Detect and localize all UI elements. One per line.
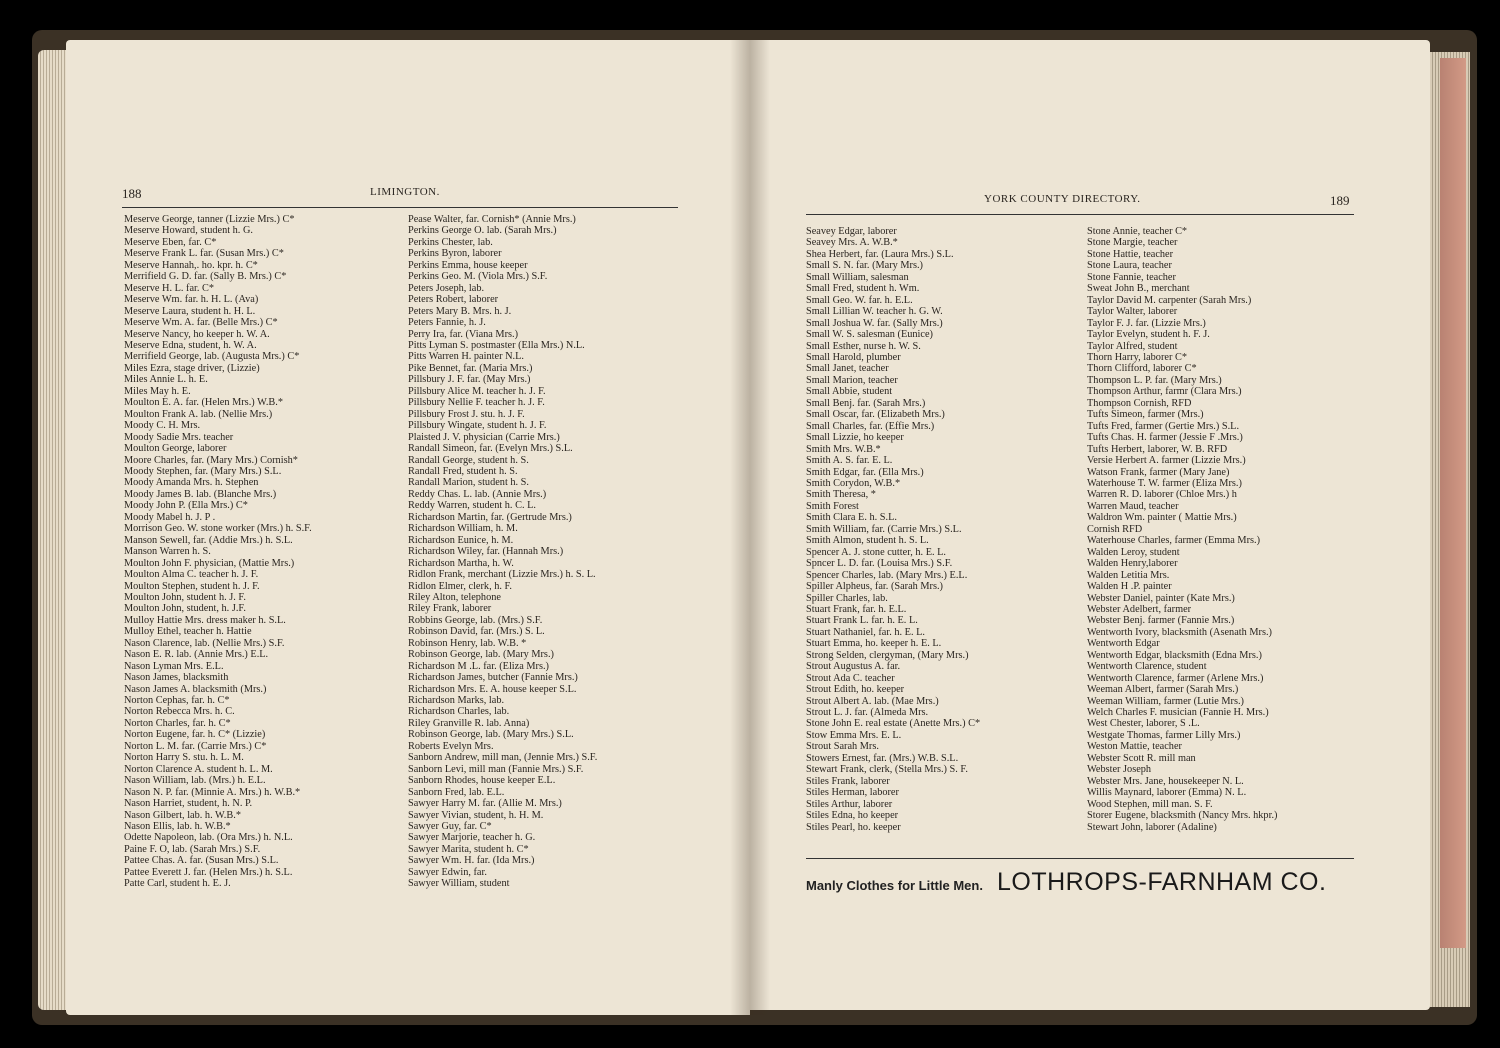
directory-entry: Warren R. D. laborer (Chloe Mrs.) h — [1087, 489, 1237, 501]
directory-entry: Spiller Alpheus, far. (Sarah Mrs.) — [806, 581, 943, 593]
directory-entry: Sanborn Rhodes, house keeper E.L. — [408, 775, 556, 787]
directory-entry: Pillsbury Wingate, student h. J. F. — [408, 420, 547, 432]
directory-entry: Nason E. R. lab. (Annie Mrs.) E.L. — [124, 649, 269, 661]
advertisement-rule — [806, 858, 1354, 859]
directory-entry: Wentworth Edgar, blacksmith (Edna Mrs.) — [1087, 649, 1262, 661]
directory-entry: Paine F. O, lab. (Sarah Mrs.) S.F. — [124, 843, 261, 855]
directory-entry: Meserve H. L. far. C* — [124, 282, 215, 294]
directory-entry: Morrison Geo. W. stone worker (Mrs.) h. S.F. — [124, 523, 312, 535]
directory-entry: Smith Edgar, far. (Ella Mrs.) — [806, 466, 924, 478]
directory-entry: Sawyer Guy, far. C* — [408, 821, 492, 833]
directory-entry: Small Harold, plumber — [806, 351, 901, 363]
directory-entry: Seavey Mrs. A. W.B.* — [806, 237, 898, 249]
directory-entry: Taylor Walter, laborer — [1087, 306, 1178, 318]
directory-entry: Richardson M .L. far. (Eliza Mrs.) — [408, 660, 549, 672]
directory-entry: Webster Scott R. mill man — [1087, 752, 1196, 764]
directory-entry: Stuart Nathaniel, far. h. E. L. — [806, 626, 925, 638]
directory-entry: Sawyer William, student — [408, 878, 510, 890]
directory-entry: Norton Charles, far. h. C* — [124, 717, 231, 729]
directory-entry: Strout Albert A. lab. (Mae Mrs.) — [806, 695, 939, 707]
directory-entry: Meserve Nancy, ho keeper h. W. A. — [124, 328, 270, 340]
directory-entry: Norton Clarence A. student h. L. M. — [124, 763, 273, 775]
directory-column-left-2 — [408, 214, 597, 890]
directory-entry: Randall Simeon, far. (Evelyn Mrs.) S.L. — [408, 443, 573, 455]
directory-entry: Manson Warren h. S. — [124, 546, 211, 558]
directory-entry: Pattee Chas. A. far. (Susan Mrs.) S.L. — [124, 855, 279, 867]
directory-entry: Sawyer Marjorie, teacher h. G. — [408, 832, 536, 844]
directory-entry: Welch Charles F. musician (Fannie H. Mrs.) — [1087, 707, 1269, 719]
directory-entry: Stuart Frank, far. h. E.L. — [806, 603, 907, 615]
directory-entry: Strong Selden, clergyman, (Mary Mrs.) — [806, 649, 969, 661]
directory-entry: Robinson Henry, lab. W.B. * — [408, 637, 527, 649]
directory-entry: Sawyer Vivian, student, h. H. M. — [408, 809, 544, 821]
directory-entry: Richardson Wiley, far. (Hannah Mrs.) — [408, 546, 564, 558]
directory-entry: Tufts Chas. H. farmer (Jessie F .Mrs.) — [1087, 432, 1243, 444]
directory-entry: Robbins George, lab. (Mrs.) S.F. — [408, 614, 543, 626]
directory-entry: Strout Augustus A. far. — [806, 661, 901, 673]
page-edges-left — [38, 50, 68, 1010]
directory-entry: Walden Henry,laborer — [1087, 558, 1178, 570]
directory-entry: Thorn Clifford, laborer C* — [1087, 363, 1197, 375]
directory-entry: Stone Fannie, teacher — [1087, 271, 1176, 283]
directory-entry: Tufts Herbert, laborer, W. B. RFD — [1087, 443, 1228, 455]
directory-entry: Norton Cephas, far. h. C* — [124, 695, 230, 707]
directory-entry: Randall Fred, student h. S. — [408, 465, 518, 477]
directory-entry: Smith Forest — [806, 500, 859, 512]
directory-entry: Moulton Frank A. lab. (Nellie Mrs.) — [124, 408, 273, 420]
directory-entry: Spncer L. D. far. (Louisa Mrs.) S.F. — [806, 558, 953, 570]
directory-entry: Small Joshua W. far. (Sally Mrs.) — [806, 317, 943, 329]
directory-entry: Miles May h. E. — [124, 385, 191, 397]
directory-entry: Meserve Hannah,. ho. kpr. h. C* — [124, 259, 258, 271]
directory-entry: Thompson Arthur, farmr (Clara Mrs.) — [1087, 386, 1242, 398]
directory-entry: Mulloy Ethel, teacher h. Hattie — [124, 626, 252, 638]
directory-entry: Nason James A. blacksmith (Mrs.) — [124, 683, 267, 695]
directory-entry: Spencer A. J. stone cutter, h. E. L. — [806, 546, 946, 558]
directory-entry: Manson Sewell, far. (Addie Mrs.) h. S.L. — [124, 534, 293, 546]
directory-entry: Storer Eugene, blacksmith (Nancy Mrs. hkpr.) — [1087, 810, 1278, 822]
directory-entry: Willis Maynard, laborer (Emma) N. L. — [1087, 787, 1247, 799]
directory-entry: Stone Annie, teacher C* — [1087, 226, 1188, 237]
directory-entry: Spencer Charles, lab. (Mary Mrs.) E.L. — [806, 569, 968, 581]
directory-entry: Stow Emma Mrs. E. L. — [806, 729, 902, 741]
directory-entry: Ridlon Frank, merchant (Lizzie Mrs.) h. S. L. — [408, 569, 596, 581]
directory-entry: Sawyer Harry M. far. (Allie M. Mrs.) — [408, 798, 562, 810]
directory-entry: Strout Ada C. teacher — [806, 672, 895, 684]
directory-entry: Riley Alton, telephone — [408, 591, 501, 603]
directory-entry: Stiles Pearl, ho. keeper — [806, 821, 901, 833]
directory-entry: Stuart Emma, ho. keeper h. E. L. — [806, 638, 942, 650]
directory-entry: Stone John E. real estate (Anette Mrs.) C* — [806, 718, 981, 730]
directory-entry: Pitts Warren H. painter N.L. — [408, 351, 524, 363]
header-rule-left — [122, 207, 678, 208]
directory-entry: Nason Gilbert, lab. h. W.B.* — [124, 809, 241, 821]
directory-entry: Perry Ira, far. (Viana Mrs.) — [408, 328, 519, 340]
directory-entry: Webster Adelbert, farmer — [1087, 603, 1192, 615]
directory-entry: Moody John P. (Ella Mrs.) C* — [124, 500, 248, 512]
directory-entry: Sanborn Andrew, mill man, (Jennie Mrs.) S.F. — [408, 752, 598, 764]
directory-entry: Pike Bennet, far. (Maria Mrs.) — [408, 362, 533, 374]
directory-entry: Taylor F. J. far. (Lizzie Mrs.) — [1087, 317, 1206, 329]
directory-entry: Weeman William, farmer (Lutie Mrs.) — [1087, 695, 1244, 707]
directory-entry: Wentworth Clarence, farmer (Arlene Mrs.) — [1087, 672, 1264, 684]
directory-entry: Small W. S. salesman (Eunice) — [806, 329, 933, 341]
directory-entry: Meserve Howard, student h. G. — [124, 225, 253, 237]
directory-column-right-1 — [806, 226, 980, 833]
directory-entry: Robinson George, lab. (Mary Mrs.) — [408, 649, 554, 661]
directory-entry: Sweat John B., merchant — [1087, 283, 1190, 295]
directory-entry: Smith Mrs. W.B.* — [806, 443, 881, 455]
directory-entry: Moody Amanda Mrs. h. Stephen — [124, 477, 259, 489]
advertisement — [806, 868, 1354, 897]
directory-entry: Pillsbury Alice M. teacher h. J. F. — [408, 385, 546, 397]
directory-entry: Thompson L. P. far. (Mary Mrs.) — [1087, 374, 1222, 386]
directory-entry: Pillsbury Nellie F. teacher h. J. F. — [408, 397, 545, 409]
directory-entry: Walden Letitia Mrs. — [1087, 569, 1170, 581]
directory-entry: Small Marion, teacher — [806, 374, 898, 386]
directory-entry: Moulton John, student, h. J.F. — [124, 603, 246, 615]
directory-entry: Small Lillian W. teacher h. G. W. — [806, 306, 943, 318]
directory-entry: Roberts Evelyn Mrs. — [408, 740, 494, 752]
directory-entry: Nason N. P. far. (Minnie A. Mrs.) h. W.B.* — [124, 786, 301, 798]
directory-entry: Perkins Byron, laborer — [408, 248, 502, 260]
directory-entry: Stiles Arthur, laborer — [806, 798, 893, 810]
directory-entry: Smith Almon, student h. S. L. — [806, 535, 929, 547]
directory-entry: Small Lizzie, ho keeper — [806, 432, 904, 444]
directory-entry: Thorn Harry, laborer C* — [1087, 351, 1187, 363]
directory-entry: Merrifield G. D. far. (Sally B. Mrs.) C* — [124, 271, 287, 283]
directory-entry: Waterhouse T. W. farmer (Eliza Mrs.) — [1087, 477, 1242, 489]
directory-entry: Stiles Edna, ho keeper — [806, 810, 899, 822]
directory-entry: Small Fred, student h. Wm. — [806, 283, 920, 295]
directory-entry: Webster Daniel, painter (Kate Mrs.) — [1087, 592, 1235, 604]
directory-entry: Richardson Charles, lab. — [408, 706, 510, 718]
directory-entry: Taylor Evelyn, student h. F. J. — [1087, 329, 1210, 341]
directory-entry: Small Janet, teacher — [806, 363, 889, 375]
directory-entry: Perkins Chester, lab. — [408, 236, 493, 248]
directory-entry: Miles Ezra, stage driver, (Lizzie) — [124, 362, 260, 374]
directory-column-right-2 — [1087, 226, 1277, 833]
directory-entry: Stewart John, laborer (Adaline) — [1087, 821, 1217, 833]
directory-entry: Sanborn Levi, mill man (Fannie Mrs.) S.F. — [408, 763, 584, 775]
directory-entry: Norton Rebecca Mrs. h. C. — [124, 706, 235, 718]
directory-entry: Randall Marion, student h. S. — [408, 477, 529, 489]
directory-entry: Wentworth Edgar — [1087, 638, 1160, 650]
directory-entry: Pillsbury J. F. far. (May Mrs.) — [408, 374, 531, 386]
directory-entry: Thompson Cornish, RFD — [1087, 397, 1192, 409]
directory-entry: Perkins George O. lab. (Sarah Mrs.) — [408, 225, 557, 237]
directory-entry: Miles Annie L. h. E. — [124, 374, 208, 386]
directory-entry: Strout Sarah Mrs. — [806, 741, 879, 753]
directory-entry: Sawyer Marita, student h. C* — [408, 843, 529, 855]
directory-entry: Shea Herbert, far. (Laura Mrs.) S.L. — [806, 248, 954, 260]
directory-entry: Richardson Eunice, h. M. — [408, 534, 514, 546]
directory-entry: Moulton John F. physician, (Mattie Mrs.) — [124, 557, 295, 569]
directory-entry: Cornish RFD — [1087, 523, 1143, 535]
directory-entry: Peters Fannie, h. J. — [408, 317, 486, 329]
directory-entry: Perkins Geo. M. (Viola Mrs.) S.F. — [408, 271, 548, 283]
directory-entry: Meserve Wm. A. far. (Belle Mrs.) C* — [124, 317, 278, 329]
directory-entry: Strout L. J. far. (Almeda Mrs. — [806, 707, 929, 719]
directory-entry: Richardson Martin, far. (Gertrude Mrs.) — [408, 511, 572, 523]
directory-entry: Norton L. M. far. (Carrie Mrs.) C* — [124, 740, 267, 752]
directory-entry: Wentworth Ivory, blacksmith (Asenath Mrs.) — [1087, 626, 1272, 638]
directory-entry: Richardson Marks, lab. — [408, 695, 505, 707]
directory-entry: Wood Stephen, mill man. S. F. — [1087, 798, 1213, 810]
directory-entry: Moore Charles, far. (Mary Mrs.) Cornish* — [124, 454, 298, 466]
directory-entry: Moulton John, student h. J. F. — [124, 591, 246, 603]
running-title-left: LIMINGTON. — [370, 186, 440, 198]
directory-entry: Richardson Martha, h. W. — [408, 557, 514, 569]
page-number-right: 189 — [1330, 193, 1350, 208]
directory-entry: Weeman Albert, farmer (Sarah Mrs.) — [1087, 684, 1239, 696]
directory-entry: Webster Benj. farmer (Fannie Mrs.) — [1087, 615, 1235, 627]
directory-entry: Smith Clara E. h. S.L. — [806, 512, 897, 524]
directory-entry: Pillsbury Frost J. stu. h. J. F. — [408, 408, 525, 420]
directory-entry: Reddy Warren, student h. C. L. — [408, 500, 536, 512]
directory-entry: Riley Granville R. lab. Anna) — [408, 717, 530, 729]
directory-entry: Meserve Edna, student, h. W. A. — [124, 339, 257, 351]
book-gutter — [730, 40, 770, 1015]
directory-entry: Spiller Charles, lab. — [806, 592, 888, 604]
directory-entry: Moulton Stephen, student h. J. F. — [124, 580, 260, 592]
directory-entry: Wentworth Clarence, student — [1087, 661, 1207, 673]
directory-entry: Sawyer Wm. H. far. (Ida Mrs.) — [408, 855, 535, 867]
directory-entry: Waterhouse Charles, farmer (Emma Mrs.) — [1087, 535, 1261, 547]
directory-entry: Nason James, blacksmith — [124, 672, 229, 684]
directory-entry: Richardson William, h. M. — [408, 523, 518, 535]
directory-entry: Nason Lyman Mrs. E.L. — [124, 660, 224, 672]
directory-entry: Moody James B. lab. (Blanche Mrs.) — [124, 488, 277, 500]
directory-entry: Small S. N. far. (Mary Mrs.) — [806, 260, 923, 272]
directory-entry: Tufts Fred, farmer (Gertie Mrs.) S.L. — [1087, 420, 1240, 432]
directory-entry: Moody Sadie Mrs. teacher — [124, 431, 234, 443]
directory-entry: West Chester, laborer, S .L. — [1087, 718, 1200, 730]
directory-entry: Small William, salesman — [806, 271, 909, 283]
directory-entry: Watson Frank, farmer (Mary Jane) — [1087, 466, 1230, 478]
directory-entry: Strout Edith, ho. keeper — [806, 684, 905, 696]
directory-entry: Stiles Frank, laborer — [806, 775, 890, 787]
directory-entry: Stowers Ernest, far. (Mrs.) W.B. S.L. — [806, 752, 959, 764]
directory-entry: Smith William, far. (Carrie Mrs.) S.L. — [806, 523, 962, 535]
directory-entry: Seavey Edgar, laborer — [806, 226, 897, 237]
header-rule-right — [806, 214, 1354, 215]
directory-entry: Merrifield George, lab. (Augusta Mrs.) C* — [124, 351, 300, 363]
directory-entry: Taylor David M. carpenter (Sarah Mrs.) — [1087, 294, 1252, 306]
directory-entry: Odette Napoleon, lab. (Ora Mrs.) h. N.L. — [124, 832, 293, 844]
directory-entry: Norton Eugene, far. h. C* (Lizzie) — [124, 729, 266, 741]
directory-entry: Weston Mattie, teacher — [1087, 741, 1182, 753]
directory-entry: Tufts Simeon, farmer (Mrs.) — [1087, 409, 1204, 421]
directory-entry: Peters Robert, laborer — [408, 294, 499, 306]
directory-entry: Sanborn Fred, lab. E.L. — [408, 786, 505, 798]
directory-entry: Versie Herbert A. farmer (Lizzie Mrs.) — [1087, 455, 1246, 467]
directory-entry: Pease Walter, far. Cornish* (Annie Mrs.) — [408, 214, 576, 225]
directory-column-left-1 — [124, 214, 312, 890]
advertisement-tagline: Manly Clothes for Little Men. — [806, 878, 983, 893]
advertisement-company: LOTHROPS-FARNHAM CO. — [996, 868, 1327, 896]
directory-entry: Randall George, student h. S. — [408, 454, 529, 466]
directory-entry: Meserve Laura, student h. H. L. — [124, 305, 256, 317]
directory-entry: Robinson David, far. (Mrs.) S. L. — [408, 626, 545, 638]
directory-entry: Meserve Wm. far. h. H. L. (Ava) — [124, 294, 259, 306]
directory-entry: Stone Margie, teacher — [1087, 237, 1178, 249]
directory-entry: Norton Harry S. stu. h. L. M. — [124, 752, 244, 764]
colored-page-edge — [1440, 58, 1466, 948]
directory-entry: Riley Frank, laborer — [408, 603, 492, 615]
directory-entry: Richardson James, butcher (Fannie Mrs.) — [408, 672, 578, 684]
directory-entry: Moody Stephen, far. (Mary Mrs.) S.L. — [124, 465, 282, 477]
directory-entry: Moulton Alma C. teacher h. J. F. — [124, 569, 259, 581]
directory-entry: Webster Joseph — [1087, 764, 1152, 776]
directory-entry: Smith Theresa, * — [806, 489, 876, 501]
directory-entry: Webster Mrs. Jane, housekeeper N. L. — [1087, 775, 1244, 787]
directory-entry: Smith A. S. far. E. L. — [806, 455, 893, 467]
running-title-right: YORK COUNTY DIRECTORY. — [984, 193, 1141, 205]
directory-entry: Meserve Frank L. far. (Susan Mrs.) C* — [124, 248, 284, 260]
directory-entry: Plaisted J. V. physician (Carrie Mrs.) — [408, 431, 560, 443]
directory-entry: Stuart Frank L. far. h. E. L. — [806, 615, 918, 627]
directory-entry: Walden H .P. painter — [1087, 581, 1172, 593]
directory-entry: Stone Hattie, teacher — [1087, 248, 1174, 260]
directory-entry: Westgate Thomas, farmer Lilly Mrs.) — [1087, 729, 1241, 741]
directory-entry: Nason Harriet, student, h. N. P. — [124, 798, 253, 810]
directory-entry: Small Abbie, student — [806, 386, 893, 398]
directory-entry: Moody Mabel h. J. P . — [124, 511, 216, 523]
directory-entry: Stewart Frank, clerk, (Stella Mrs.) S. F. — [806, 764, 968, 776]
directory-entry: Nason William, lab. (Mrs.) h. E.L. — [124, 775, 266, 787]
directory-entry: Peters Mary B. Mrs. h. J. — [408, 305, 512, 317]
directory-entry: Pitts Lyman S. postmaster (Ella Mrs.) N.L. — [408, 339, 585, 351]
directory-entry: Sawyer Edwin, far. — [408, 866, 487, 878]
directory-entry: Nason Clarence, lab. (Nellie Mrs.) S.F. — [124, 637, 285, 649]
directory-entry: Nason Ellis, lab. h. W.B.* — [124, 821, 231, 833]
directory-entry: Meserve Eben, far. C* — [124, 236, 217, 248]
directory-entry: Small Benj. far. (Sarah Mrs.) — [806, 397, 926, 409]
directory-entry: Meserve George, tanner (Lizzie Mrs.) C* — [124, 214, 295, 225]
directory-entry: Stone Laura, teacher — [1087, 260, 1172, 272]
directory-entry: Patte Carl, student h. E. J. — [124, 878, 231, 890]
directory-entry: Moody C. H. Mrs. — [124, 420, 201, 432]
directory-entry: Small Geo. W. far. h. E.L. — [806, 294, 913, 306]
directory-entry: Reddy Chas. L. lab. (Annie Mrs.) — [408, 488, 547, 500]
directory-entry: Small Esther, nurse h. W. S. — [806, 340, 921, 352]
directory-entry: Mulloy Hattie Mrs. dress maker h. S.L. — [124, 614, 286, 626]
directory-entry: Walden Leroy, student — [1087, 546, 1180, 558]
directory-entry: Perkins Emma, house keeper — [408, 259, 528, 271]
directory-entry: Moulton George, laborer — [124, 443, 227, 455]
directory-entry: Stiles Herman, laborer — [806, 787, 899, 799]
directory-entry: Pattee Everett J. far. (Helen Mrs.) h. S.L. — [124, 866, 293, 878]
directory-entry: Warren Maud, teacher — [1087, 500, 1179, 512]
directory-entry: Smith Corydon, W.B.* — [806, 477, 901, 489]
page-number-left: 188 — [122, 186, 142, 201]
directory-entry: Peters Joseph, lab. — [408, 282, 485, 294]
directory-entry: Robinson George, lab. (Mary Mrs.) S.L. — [408, 729, 574, 741]
directory-entry: Small Charles, far. (Effie Mrs.) — [806, 420, 935, 432]
directory-entry: Ridlon Elmer, clerk, h. F. — [408, 580, 513, 592]
directory-entry: Taylor Alfred, student — [1087, 340, 1178, 352]
directory-entry: Moulton E. A. far. (Helen Mrs.) W.B.* — [124, 397, 284, 409]
directory-entry: Richardson Mrs. E. A. house keeper S.L. — [408, 683, 577, 695]
directory-entry: Small Oscar, far. (Elizabeth Mrs.) — [806, 409, 945, 421]
directory-entry: Waldron Wm. painter ( Mattie Mrs.) — [1087, 512, 1237, 524]
